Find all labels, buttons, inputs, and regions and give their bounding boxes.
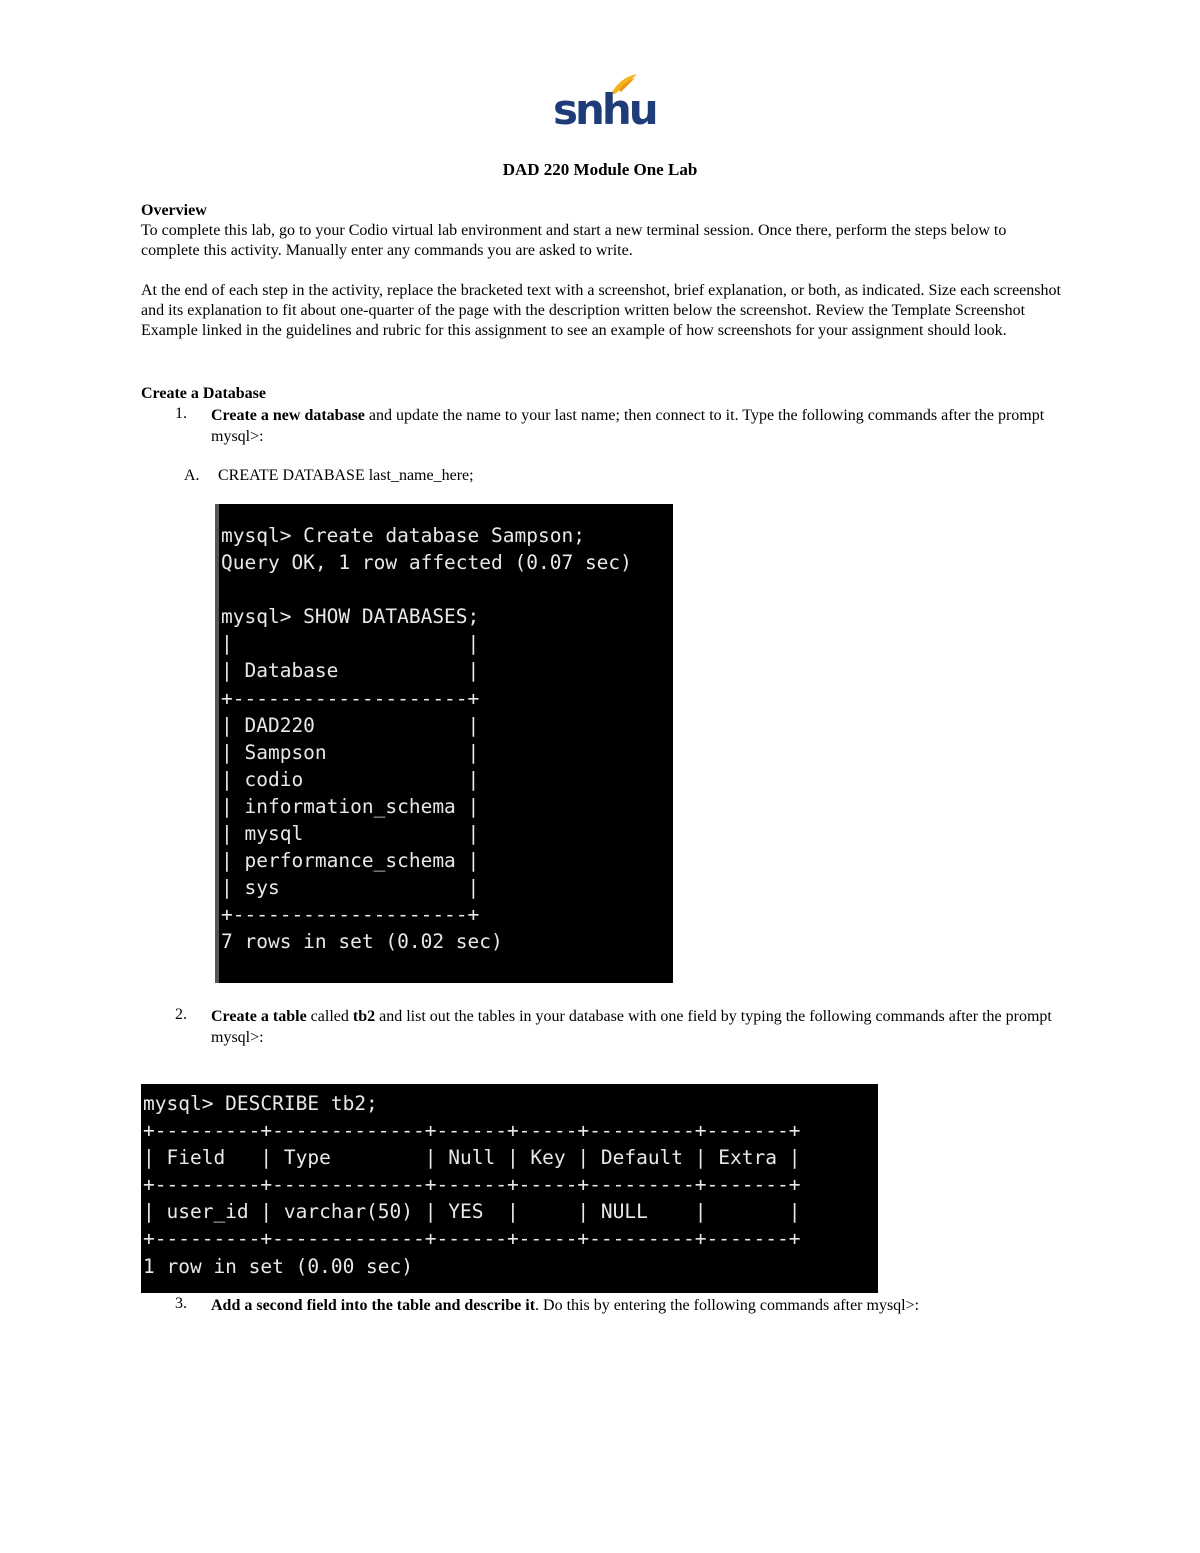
terminal-line [221, 576, 632, 603]
terminal-line: | information_schema | [221, 794, 480, 818]
step-3-bold: Add a second field into the table and describe it [211, 1297, 536, 1314]
terminal-line: | Sampson | [221, 740, 480, 764]
terminal-2-output [143, 1090, 800, 1280]
step-2-rest: and list out the tables in your database with one field by typing the following commands after the prompt mysql>: [211, 1008, 1052, 1046]
step-1-text [211, 405, 1061, 447]
terminal-line: | Field | Type | Null | Key | Default | Extra | [143, 1146, 801, 1170]
terminal-line: +---------+-------------+------+-----+---------+-------+ [143, 1173, 801, 1197]
step-3-text [211, 1295, 1111, 1316]
terminal-border [215, 504, 219, 983]
terminal-screenshot-1 [215, 504, 673, 983]
substep-a-text: CREATE DATABASE last_name_here; [218, 467, 474, 484]
page-title: DAD 220 Module One Lab [502, 160, 698, 179]
step-1-rest: and update the name to your last name; then connect to it. Type the following commands after the prompt mysql>: [211, 407, 1045, 445]
terminal-line: +---------+-------------+------+-----+---------+-------+ [143, 1119, 801, 1143]
terminal-line: mysql> SHOW DATABASES; [221, 605, 480, 629]
step-2-bold: Create a table [211, 1008, 307, 1025]
step-2-text [211, 1006, 1066, 1048]
terminal-line: | sys | [221, 876, 480, 900]
overview-heading: Overview [141, 202, 207, 219]
terminal-line: | mysql | [221, 822, 480, 846]
step-1-number: 1. [175, 405, 187, 422]
terminal-line: | performance_schema | [221, 849, 480, 873]
overview-paragraph-1: To complete this lab, go to your Codio virtual lab environment and start a new terminal session. Once there, perform the steps below to complete this activity. Manually enter any commands you are asked to write. [141, 222, 1007, 259]
terminal-line: mysql> Create database Sampson; [221, 524, 585, 547]
step-3-rest: . Do this by entering the following commands after mysql>: [535, 1297, 920, 1314]
terminal-line: Query OK, 1 row affected (0.07 sec) [221, 551, 632, 575]
terminal-line: | codio | [221, 767, 480, 791]
snhu-logo [553, 72, 656, 134]
section-heading: Create a Database [141, 385, 267, 402]
terminal-line: | user_id | varchar(50) | YES | | NULL | | [143, 1200, 801, 1224]
overview-paragraph-2: At the end of each step in the activity, replace the bracketed text with a screenshot, brief explanation, or both, as indicated. Size each screenshot and its explanation to fit about one-quarter of the page with the description written below the screenshot. Review the Template Screenshot Example linked in the guidelines and rubric for this assignment to see an example of how screenshots for your assignment should look. [141, 282, 1061, 339]
terminal-line: 1 row in set (0.00 sec) [143, 1254, 414, 1278]
substep-a-letter: A. [184, 467, 200, 484]
step-3-number: 3. [175, 1295, 187, 1312]
step-2-bold-2: tb2 [352, 1008, 376, 1025]
terminal-1-output [221, 522, 632, 956]
overview-section [141, 201, 1061, 341]
step-2-number: 2. [175, 1006, 187, 1023]
step-2-mid: called [306, 1008, 353, 1025]
terminal-line: | DAD220 | [221, 713, 480, 737]
logo-wordmark: snhu [553, 85, 656, 134]
terminal-line: +---------+-------------+------+-----+---------+-------+ [143, 1227, 801, 1251]
terminal-line: | Database | [221, 659, 480, 683]
terminal-line: 7 rows in set (0.02 sec) [221, 930, 503, 954]
step-1-bold: Create a new database [211, 407, 365, 424]
terminal-line: +--------------------+ [221, 903, 480, 927]
terminal-screenshot-2 [141, 1084, 878, 1293]
terminal-line: +--------------------+ [221, 686, 480, 710]
terminal-line: | | [221, 632, 480, 656]
terminal-line: mysql> DESCRIBE tb2; [143, 1092, 378, 1115]
